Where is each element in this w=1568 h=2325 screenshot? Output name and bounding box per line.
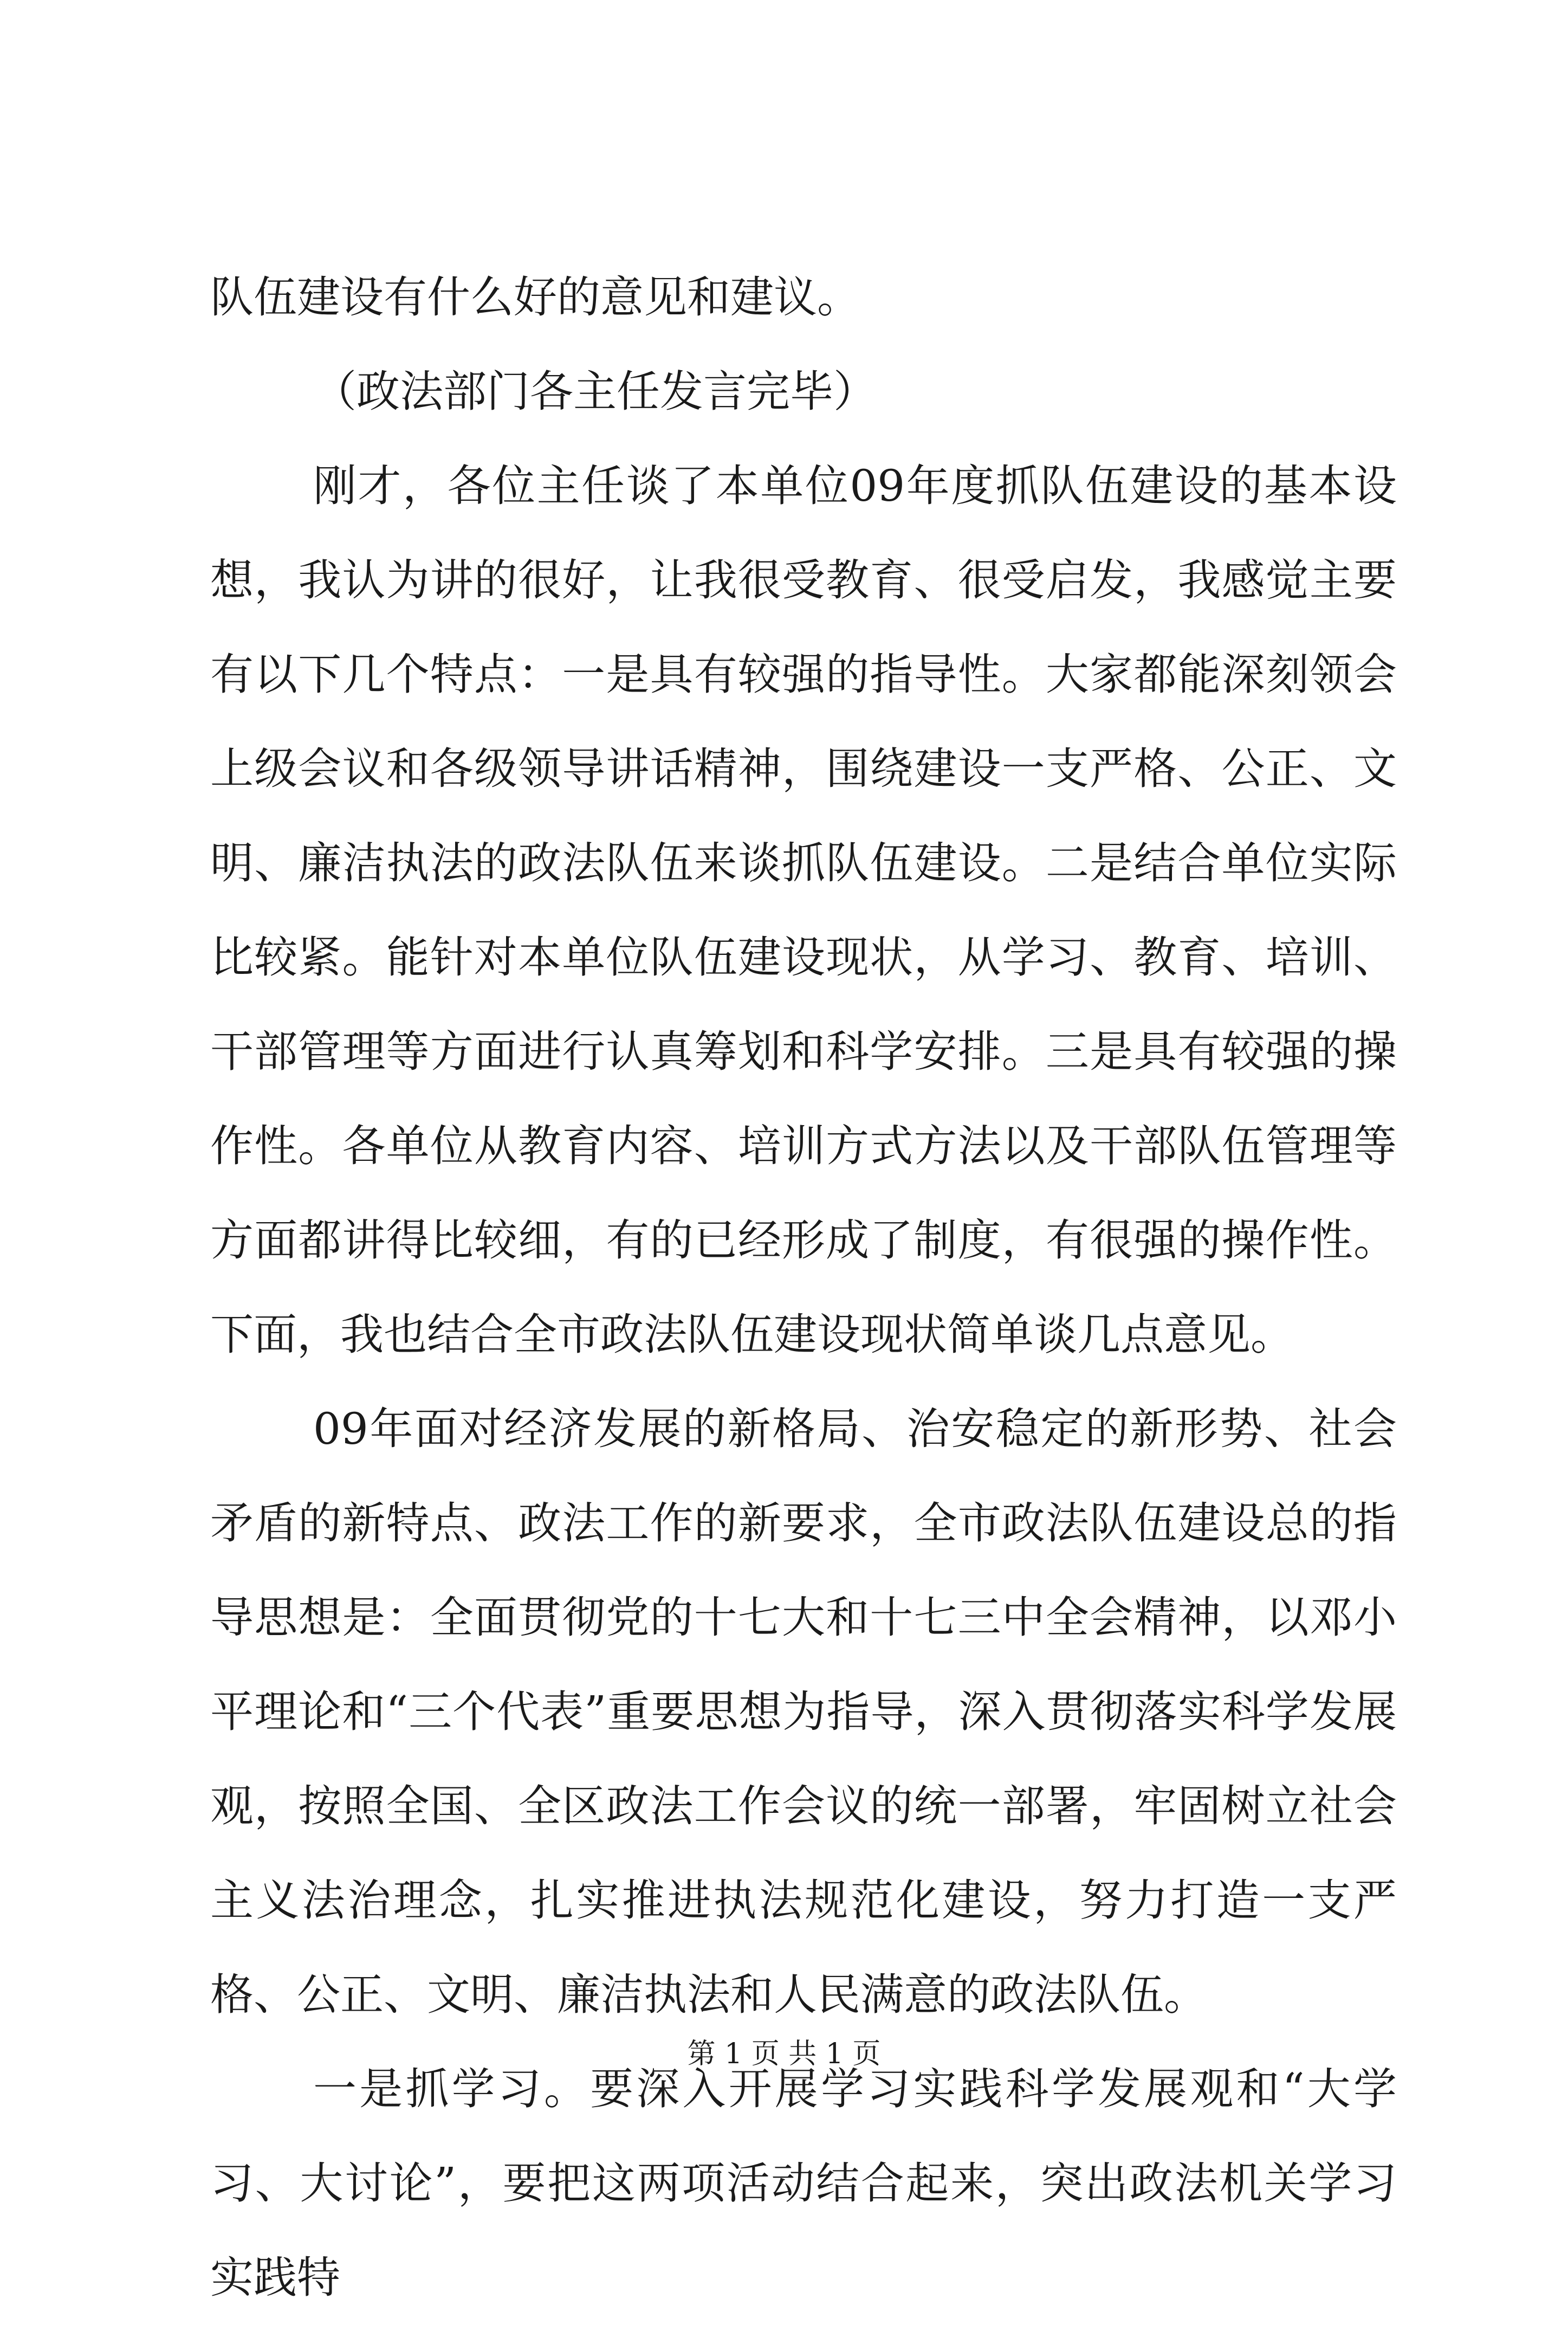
paragraph-study: 一是抓学习。要深入开展学习实践科学发展观和“大学习、大讨论”，要把这两项活动结合起来，突出政法机关学习实践特 [210, 2064, 1397, 2303]
page-footer: 第 1 页 共 1 页 [687, 2038, 881, 2070]
document-body [210, 250, 1397, 2325]
paragraph-note: （政法部门各主任发言完毕） [313, 366, 877, 417]
paragraph-continuation: 队伍建设有什么好的意见和建议。 [210, 272, 860, 322]
paragraph-guiding-thought: 09年面对经济发展的新格局、治安稳定的新形势、社会矛盾的新特点、政法工作的新要求，全市政法队伍建设总的指导思想是：全面贯彻党的十七大和十七三中全会精神，以邓小平理论和“三个代表”重要思想为指导，深入贯彻落实科学发展观，按照全国、全区政法工作会议的统一部署，牢固树立社会主义法治理念，扎实推进执法规范化建设，努力打造一支严格、公正、文明、廉洁执法和人民满意的政法队伍。 [210, 1404, 1397, 2020]
paragraph-features: 刚才，各位主任谈了本单位09年度抓队伍建设的基本设想，我认为讲的很好，让我很受教育、很受启发，我感觉主要有以下几个特点：一是具有较强的指导性。大家都能深刻领会上级会议和各级领导讲话精神，围绕建设一支严格、公正、文明、廉洁执法的政法队伍来谈抓队伍建设。二是结合单位实际比较紧。能针对本单位队伍建设现状，从学习、教育、培训、干部管理等方面进行认真筹划和科学安排。三是具有较强的操作性。各单位从教育内容、培训方式方法以及干部队伍管理等方面都讲得比较细，有的已经形成了制度，有很强的操作性。下面，我也结合全市政法队伍建设现状简单谈几点意见。 [210, 461, 1397, 1360]
